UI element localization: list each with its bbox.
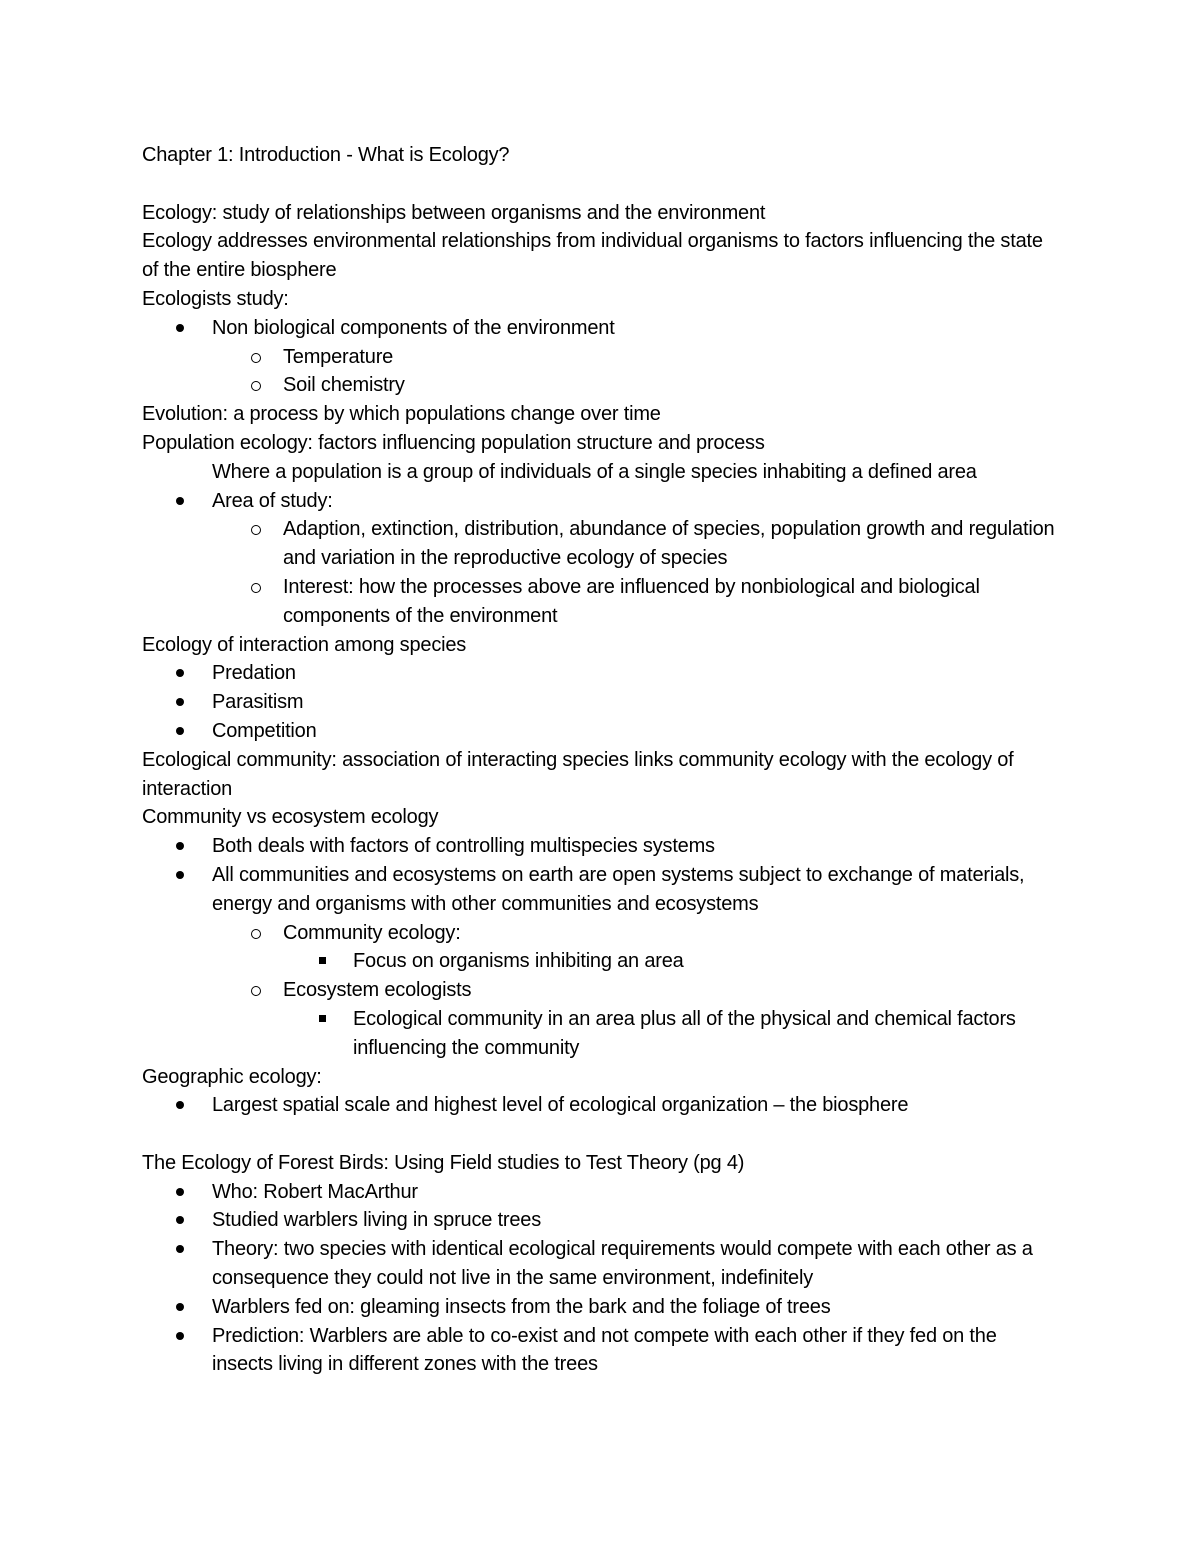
list-item-text: Ecological community in an area plus all of the physical and chemical factors influencing the community	[353, 1007, 1016, 1059]
interaction-heading: Ecology of interaction among species	[142, 633, 467, 656]
ecology-scope: Ecology addresses environmental relationships from individual organisms to factors influencing the state of the entire biosphere	[142, 230, 1043, 282]
list-item	[142, 1206, 1062, 1235]
population-where-note: Where a population is a group of individuals of a single species inhabiting a defined area	[212, 460, 977, 483]
list-item	[142, 371, 1062, 400]
list-item-text: Theory: two species with identical ecological requirements would compete with each other as a consequence they could not live in the same environment, indefinitely	[212, 1238, 1033, 1290]
list-item	[142, 314, 1062, 343]
population-ecology-definition: Population ecology: factors influencing population structure and process	[142, 431, 765, 454]
evolution-definition: Evolution: a process by which populations change over time	[142, 403, 661, 426]
list-item	[142, 659, 1062, 688]
list-item	[142, 832, 1062, 861]
list-item-text: Interest: how the processes above are influenced by nonbiological and biological components of the environment	[283, 575, 980, 627]
list-item	[142, 861, 1062, 919]
list-item	[142, 487, 1062, 516]
community-vs-ecosystem-heading: Community vs ecosystem ecology	[142, 806, 439, 829]
list-item	[142, 688, 1062, 717]
list-item-text: All communities and ecosystems on earth are open systems subject to exchange of materials, energy and organisms with other communities and ecosystems	[212, 863, 1025, 915]
list-item	[142, 717, 1062, 746]
list-item-text: Both deals with factors of controlling multispecies systems	[212, 835, 715, 858]
list-item	[142, 947, 1062, 976]
list-item-text: Largest spatial scale and highest level of ecological organization – the biosphere	[212, 1094, 909, 1117]
list-item	[142, 515, 1062, 573]
list-item	[142, 1235, 1062, 1293]
ecology-definition: Ecology: study of relationships between organisms and the environment	[142, 201, 766, 224]
list-item-text: Adaption, extinction, distribution, abundance of species, population growth and regulation and variation in the reproductive ecology of species	[283, 518, 1055, 570]
blank-line	[142, 170, 1062, 199]
chapter-title: Chapter 1: Introduction - What is Ecology?	[142, 144, 510, 166]
list-item-text: Area of study:	[212, 489, 333, 512]
list-item-text: Studied warblers living in spruce trees	[212, 1209, 542, 1232]
list-item-text: Prediction: Warblers are able to co-exist and not compete with each other if they fed on the insects living in different zones with the trees	[212, 1324, 997, 1376]
list-item-text: Non biological components of the environment	[212, 316, 615, 339]
list-item	[142, 343, 1062, 372]
list-item	[142, 976, 1062, 1005]
list-item-text: Who: Robert MacArthur	[212, 1180, 418, 1203]
ecological-community-definition: Ecological community: association of interacting species links community ecology with the ecology of interaction	[142, 748, 1014, 800]
list-item	[142, 1091, 1062, 1120]
list-item	[142, 1178, 1062, 1207]
list-item	[142, 919, 1062, 948]
list-item	[142, 1293, 1062, 1322]
list-item-text: Community ecology:	[283, 921, 461, 944]
list-item-text: Soil chemistry	[283, 374, 405, 397]
list-item-text: Parasitism	[212, 691, 304, 714]
list-item-text: Temperature	[283, 345, 394, 368]
geographic-ecology-heading: Geographic ecology:	[142, 1065, 322, 1088]
list-item	[142, 1322, 1062, 1380]
list-item-text: Ecosystem ecologists	[283, 979, 472, 1002]
blank-line	[142, 1120, 1062, 1149]
document-page	[142, 141, 1062, 1379]
ecologists-study-heading: Ecologists study:	[142, 287, 289, 310]
list-item-text: Competition	[212, 719, 317, 742]
list-item	[142, 1005, 1062, 1063]
list-item-text: Predation	[212, 662, 296, 685]
list-item-text: Warblers fed on: gleaming insects from the bark and the foliage of trees	[212, 1295, 831, 1318]
forest-birds-heading: The Ecology of Forest Birds: Using Field studies to Test Theory (pg 4)	[142, 1151, 745, 1174]
list-item	[142, 573, 1062, 631]
list-item-text: Focus on organisms inhibiting an area	[353, 950, 684, 973]
